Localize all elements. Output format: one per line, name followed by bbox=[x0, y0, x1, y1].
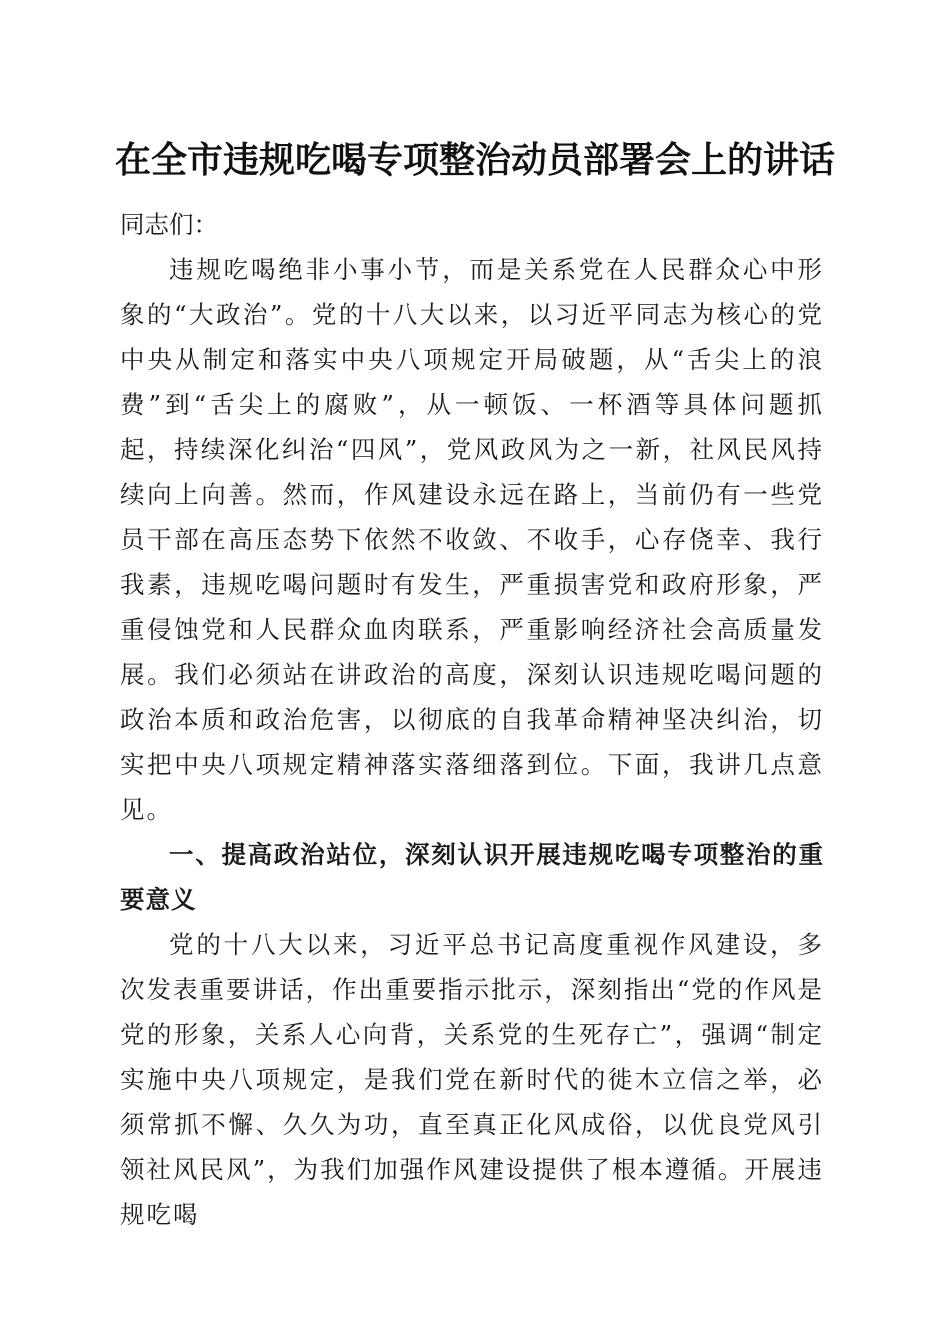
section-heading-1: 一、提高政治站位，深刻认识开展违规吃喝专项整治的重要意义 bbox=[120, 840, 824, 914]
document-body bbox=[120, 202, 824, 1237]
salutation: 同志们： bbox=[120, 210, 218, 239]
document-title: 在全市违规吃喝专项整治动员部署会上的讲话 bbox=[114, 139, 835, 181]
paragraph-intro: 违规吃喝绝非小事小节，而是关系党在人民群众心中形象的“大政治”。党的十八大以来，以习近平同志为核心的党中央从制定和落实中央八项规定开局破题，从“舌尖上的浪费”到“舌尖上的腐败”，从一顿饭、一杯酒等具体问题抓起，持续深化纠治“四风”，党风政风为之一新，社风民风持续向上向善。然而，作风建设永远在路上，当前仍有一些党员干部在高压态势下依然不收敛、不收手，心存侥幸、我行我素，违规吃喝问题时有发生，严重损害党和政府形象，严重侵蚀党和人民群众血肉联系，严重影响经济社会高质量发展。我们必须站在讲政治的高度，深刻认识违规吃喝问题的政治本质和政治危害，以彻底的自我革命精神坚决纠治，切实把中央八项规定精神落实落细落到位。下面，我讲几点意见。 bbox=[120, 255, 824, 824]
paragraph-section-1: 党的十八大以来，习近平总书记高度重视作风建设，多次发表重要讲话，作出重要指示批示，深刻指出“党的作风是党的形象，关系人心向背，关系党的生死存亡”，强调“制定实施中央八项规定，是我们党在新时代的徙木立信之举，必须常抓不懈、久久为功，直至真正化风成俗，以优良党风引领社风民风”，为我们加强作风建设提供了根本遵循。开展违规吃喝 bbox=[120, 930, 824, 1229]
